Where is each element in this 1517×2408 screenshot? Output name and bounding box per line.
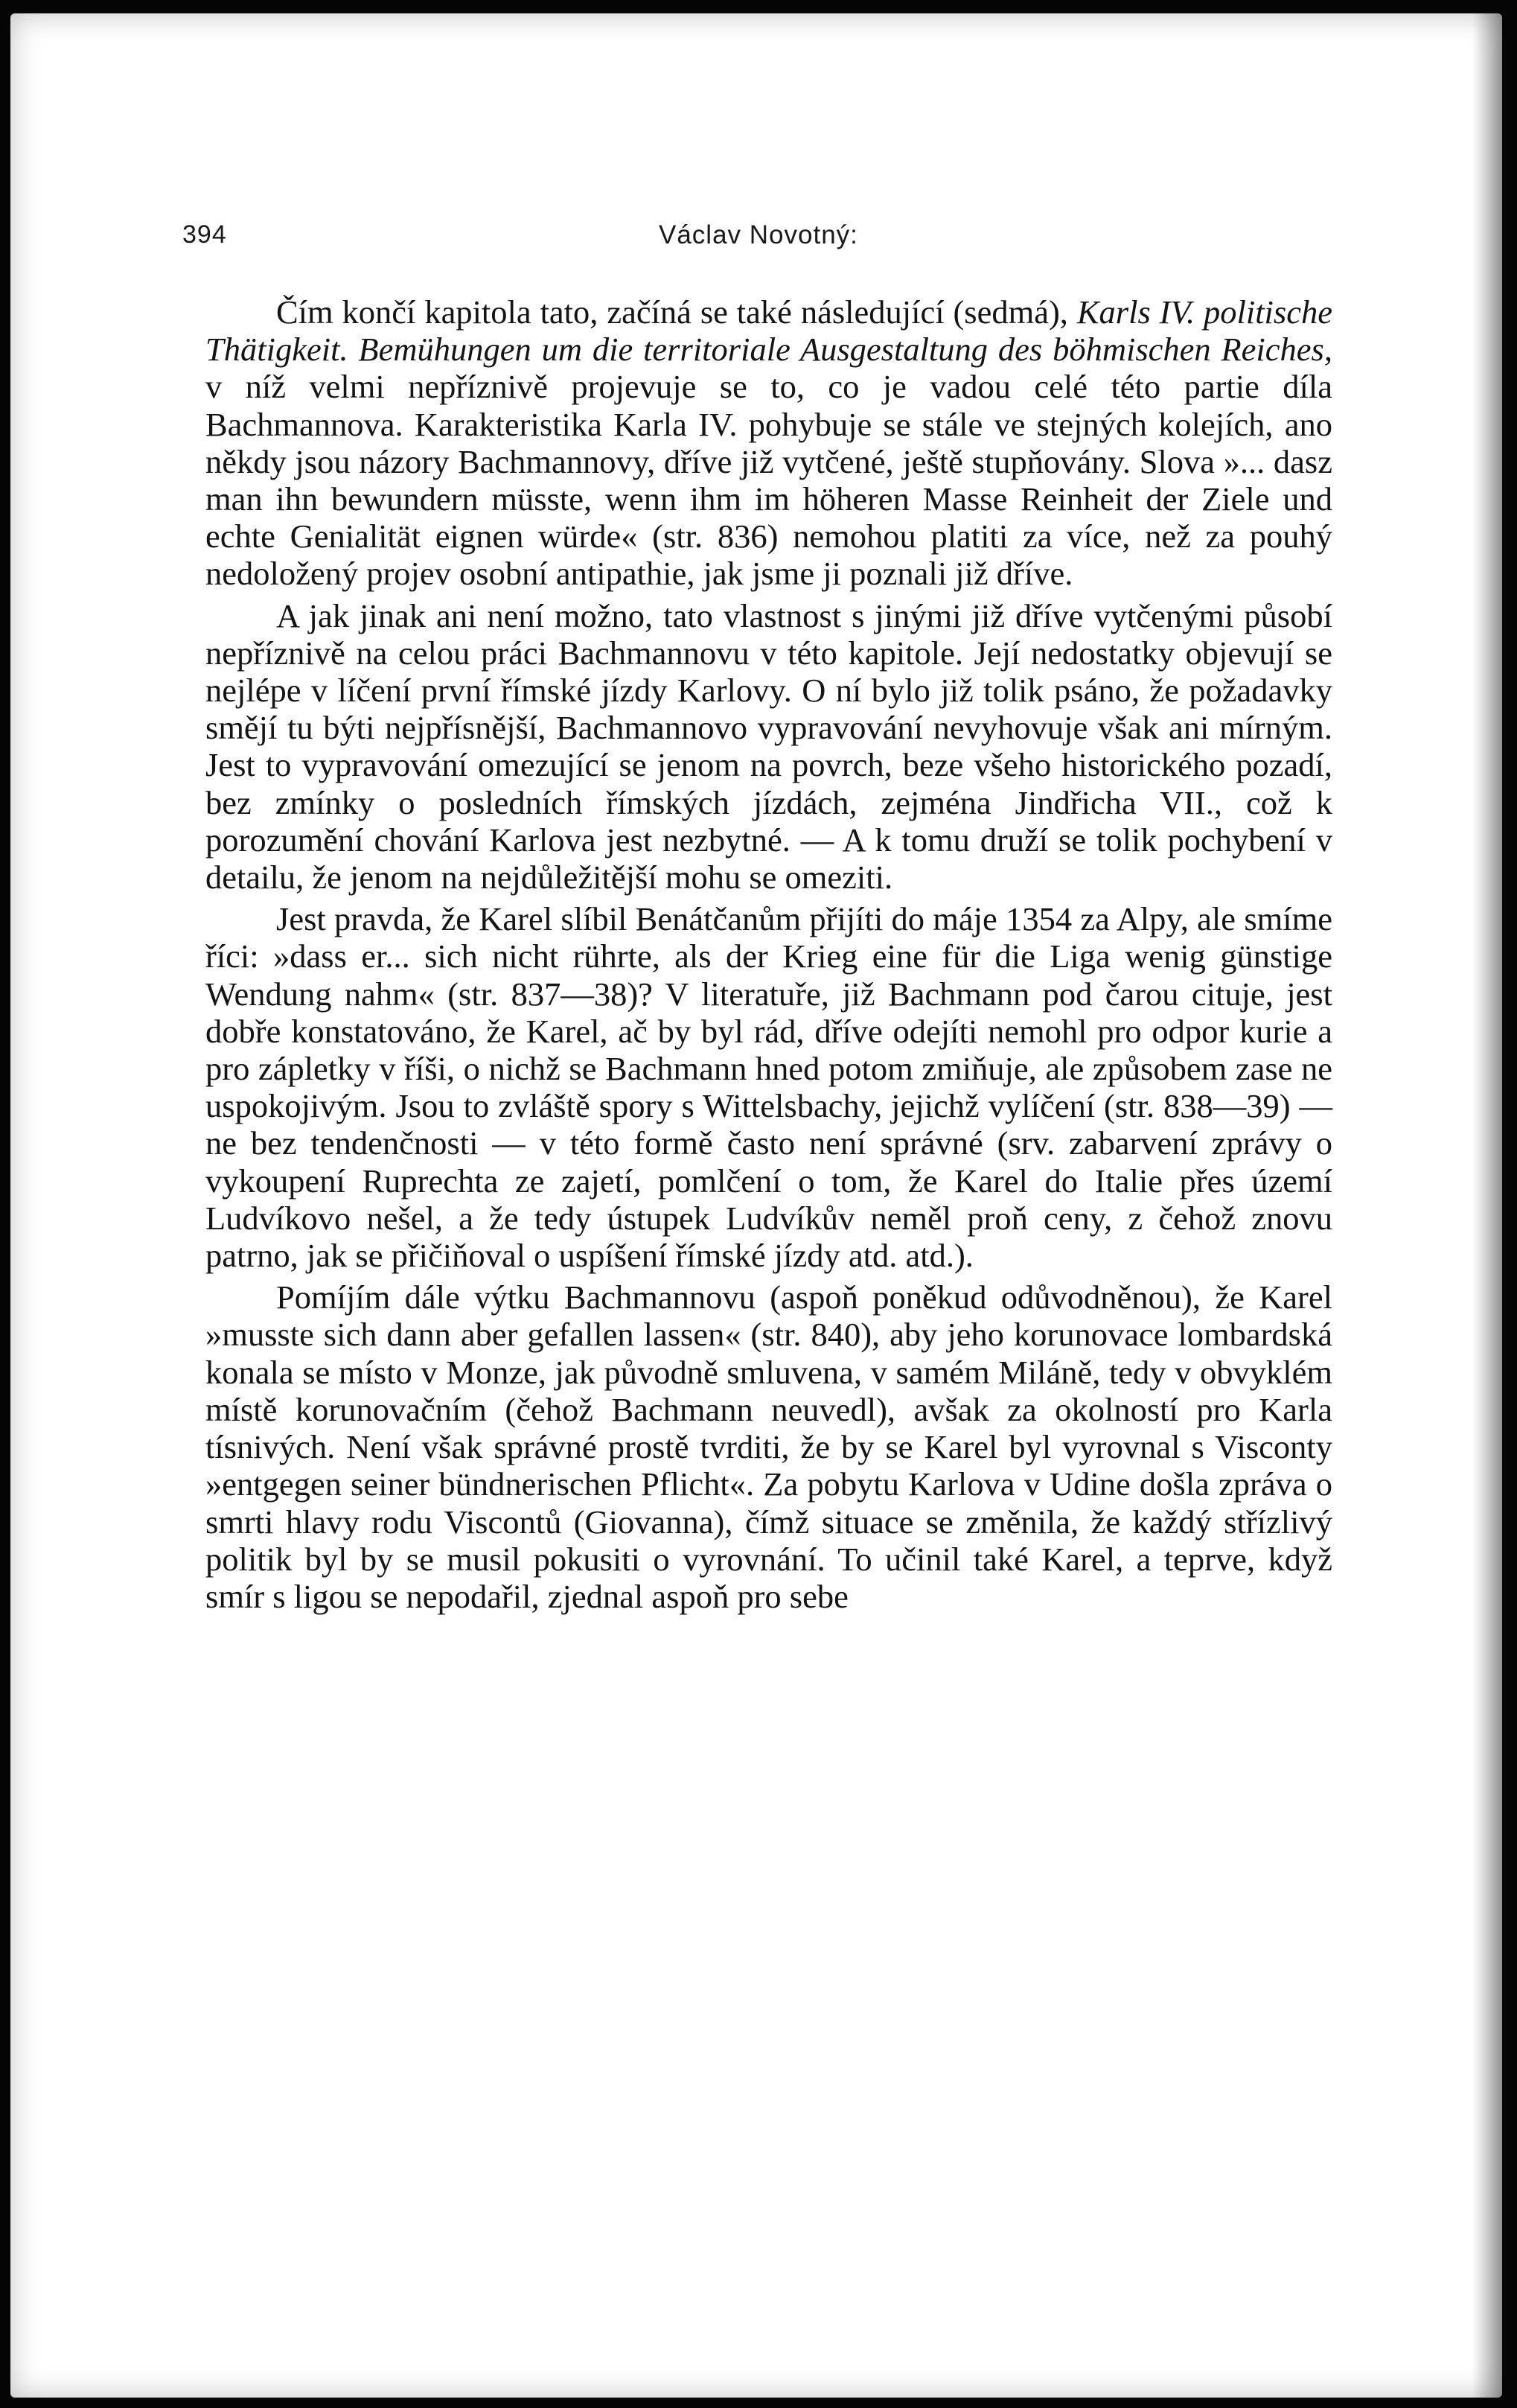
paragraph-4 <box>205 1278 1332 1615</box>
page-number: 394 <box>182 220 227 249</box>
page-header <box>182 220 1344 258</box>
paragraph-1-text: Čím končí kapitola tato, začíná se také následující (sedmá), <box>276 293 1077 331</box>
paragraph-4-text: Pomíjím dále výtku Bachmannovu (aspoň poněkud odůvodněnou), že Karel »musste sich dann aber gefallen lassen« (str. 840), aby jeho korunovace lombardská konala se místo v Monze, jak původně smluvena, v samém Miláně, tedy v obvyklém místě korunovačním (čehož Bachmann neuvedl), avšak za okolností pro Karla tísnivých. Není však správné prostě tvrditi, že by se Karel byl vyrovnal s Visconty »entgegen seiner bündnerischen Pflicht«. Za pobytu Karlova v Udine došla zpráva o smrti hlavy rodu Viscontů (Giovanna), čímž situace se změnila, že každý střízlivý politik byl by se musil pokusiti o vyrovnání. To učinil také Karel, a teprve, když smír s ligou se nepodařil, zjednal aspoň pro sebe <box>205 1278 1332 1615</box>
body-text <box>205 293 1332 1615</box>
page-edge-shadow <box>1472 13 1502 2398</box>
paragraph-1 <box>205 293 1332 593</box>
paragraph-2 <box>205 597 1332 896</box>
paragraph-1-text-cont: v níž velmi nepříznivě projevuje se to, co je vadou celé této partie díla Bachmannova. Karakteristika Karla IV. pohybuje se stále ve stejných kolejích, ano někdy jsou názory Bachmannovy, dříve již vytčené, ještě stupňovány. Slova »... dasz man ihn bewundern müsste, wenn ihm im höheren Masse Reinheit der Ziele und echte Genialität eignen würde« (str. 836) nemohou platiti za více, než za pouhý nedoložený projev osobní antipathie, jak jsme ji poznali již dříve. <box>205 368 1332 593</box>
paragraph-3 <box>205 900 1332 1274</box>
paragraph-1-italic-title: Karls IV. politische Thätigkeit. Bemühungen um die territoriale Ausgestaltung des böhmischen Reiches, <box>205 293 1332 369</box>
running-head: Václav Novotný: <box>659 220 858 249</box>
paragraph-2-text: A jak jinak ani není možno, tato vlastnost s jinými již dříve vytčenými působí nepříznivě na celou práci Bachmannovu v této kapitole. Její nedostatky objevují se nejlépe v líčení první římské jízdy Karlovy. O ní bylo již tolik psáno, že požadavky smějí tu býti nejpřísnější, Bachmannovo vypravování nevyhovuje však ani mírným. Jest to vypravování omezující se jenom na povrch, beze všeho historického pozadí, bez zmínky o posledních římských jízdách, zejména Jindřicha VII., což k porozumění chování Karlova jest nezbytné. — A k tomu druží se tolik pochybení v detailu, že jenom na nejdůležitější mohu se omeziti. <box>205 596 1332 896</box>
paragraph-3-text: Jest pravda, že Karel slíbil Benátčanům přijíti do máje 1354 za Alpy, ale smíme říci: »dass er... sich nicht rührte, als der Krieg eine für die Liga wenig günstige Wendung nahm« (str. 837—38)? V literatuře, již Bachmann pod čarou cituje, jest dobře konstatováno, že Karel, ač by byl rád, dříve odejíti nemohl pro odpor kurie a pro zápletky v říši, o nichž se Bachmann hned potom zmiňuje, ale způsobem zase ne uspokojivým. Jsou to zvláště spory s Wittelsbachy, jejichž vylíčení (str. 838—39) — ne bez tendenčnosti — v této formě často není správné (srv. zabarvení zprávy o vykoupení Ruprechta ze zajetí, pomlčení o tom, že Karel do Italie přes území Ludvíkovo nešel, a že tedy ústupek Ludvíkův neměl proň ceny, z čehož znovu patrno, jak se přičiňoval o uspíšení římské jízdy atd. atd.). <box>205 900 1332 1275</box>
